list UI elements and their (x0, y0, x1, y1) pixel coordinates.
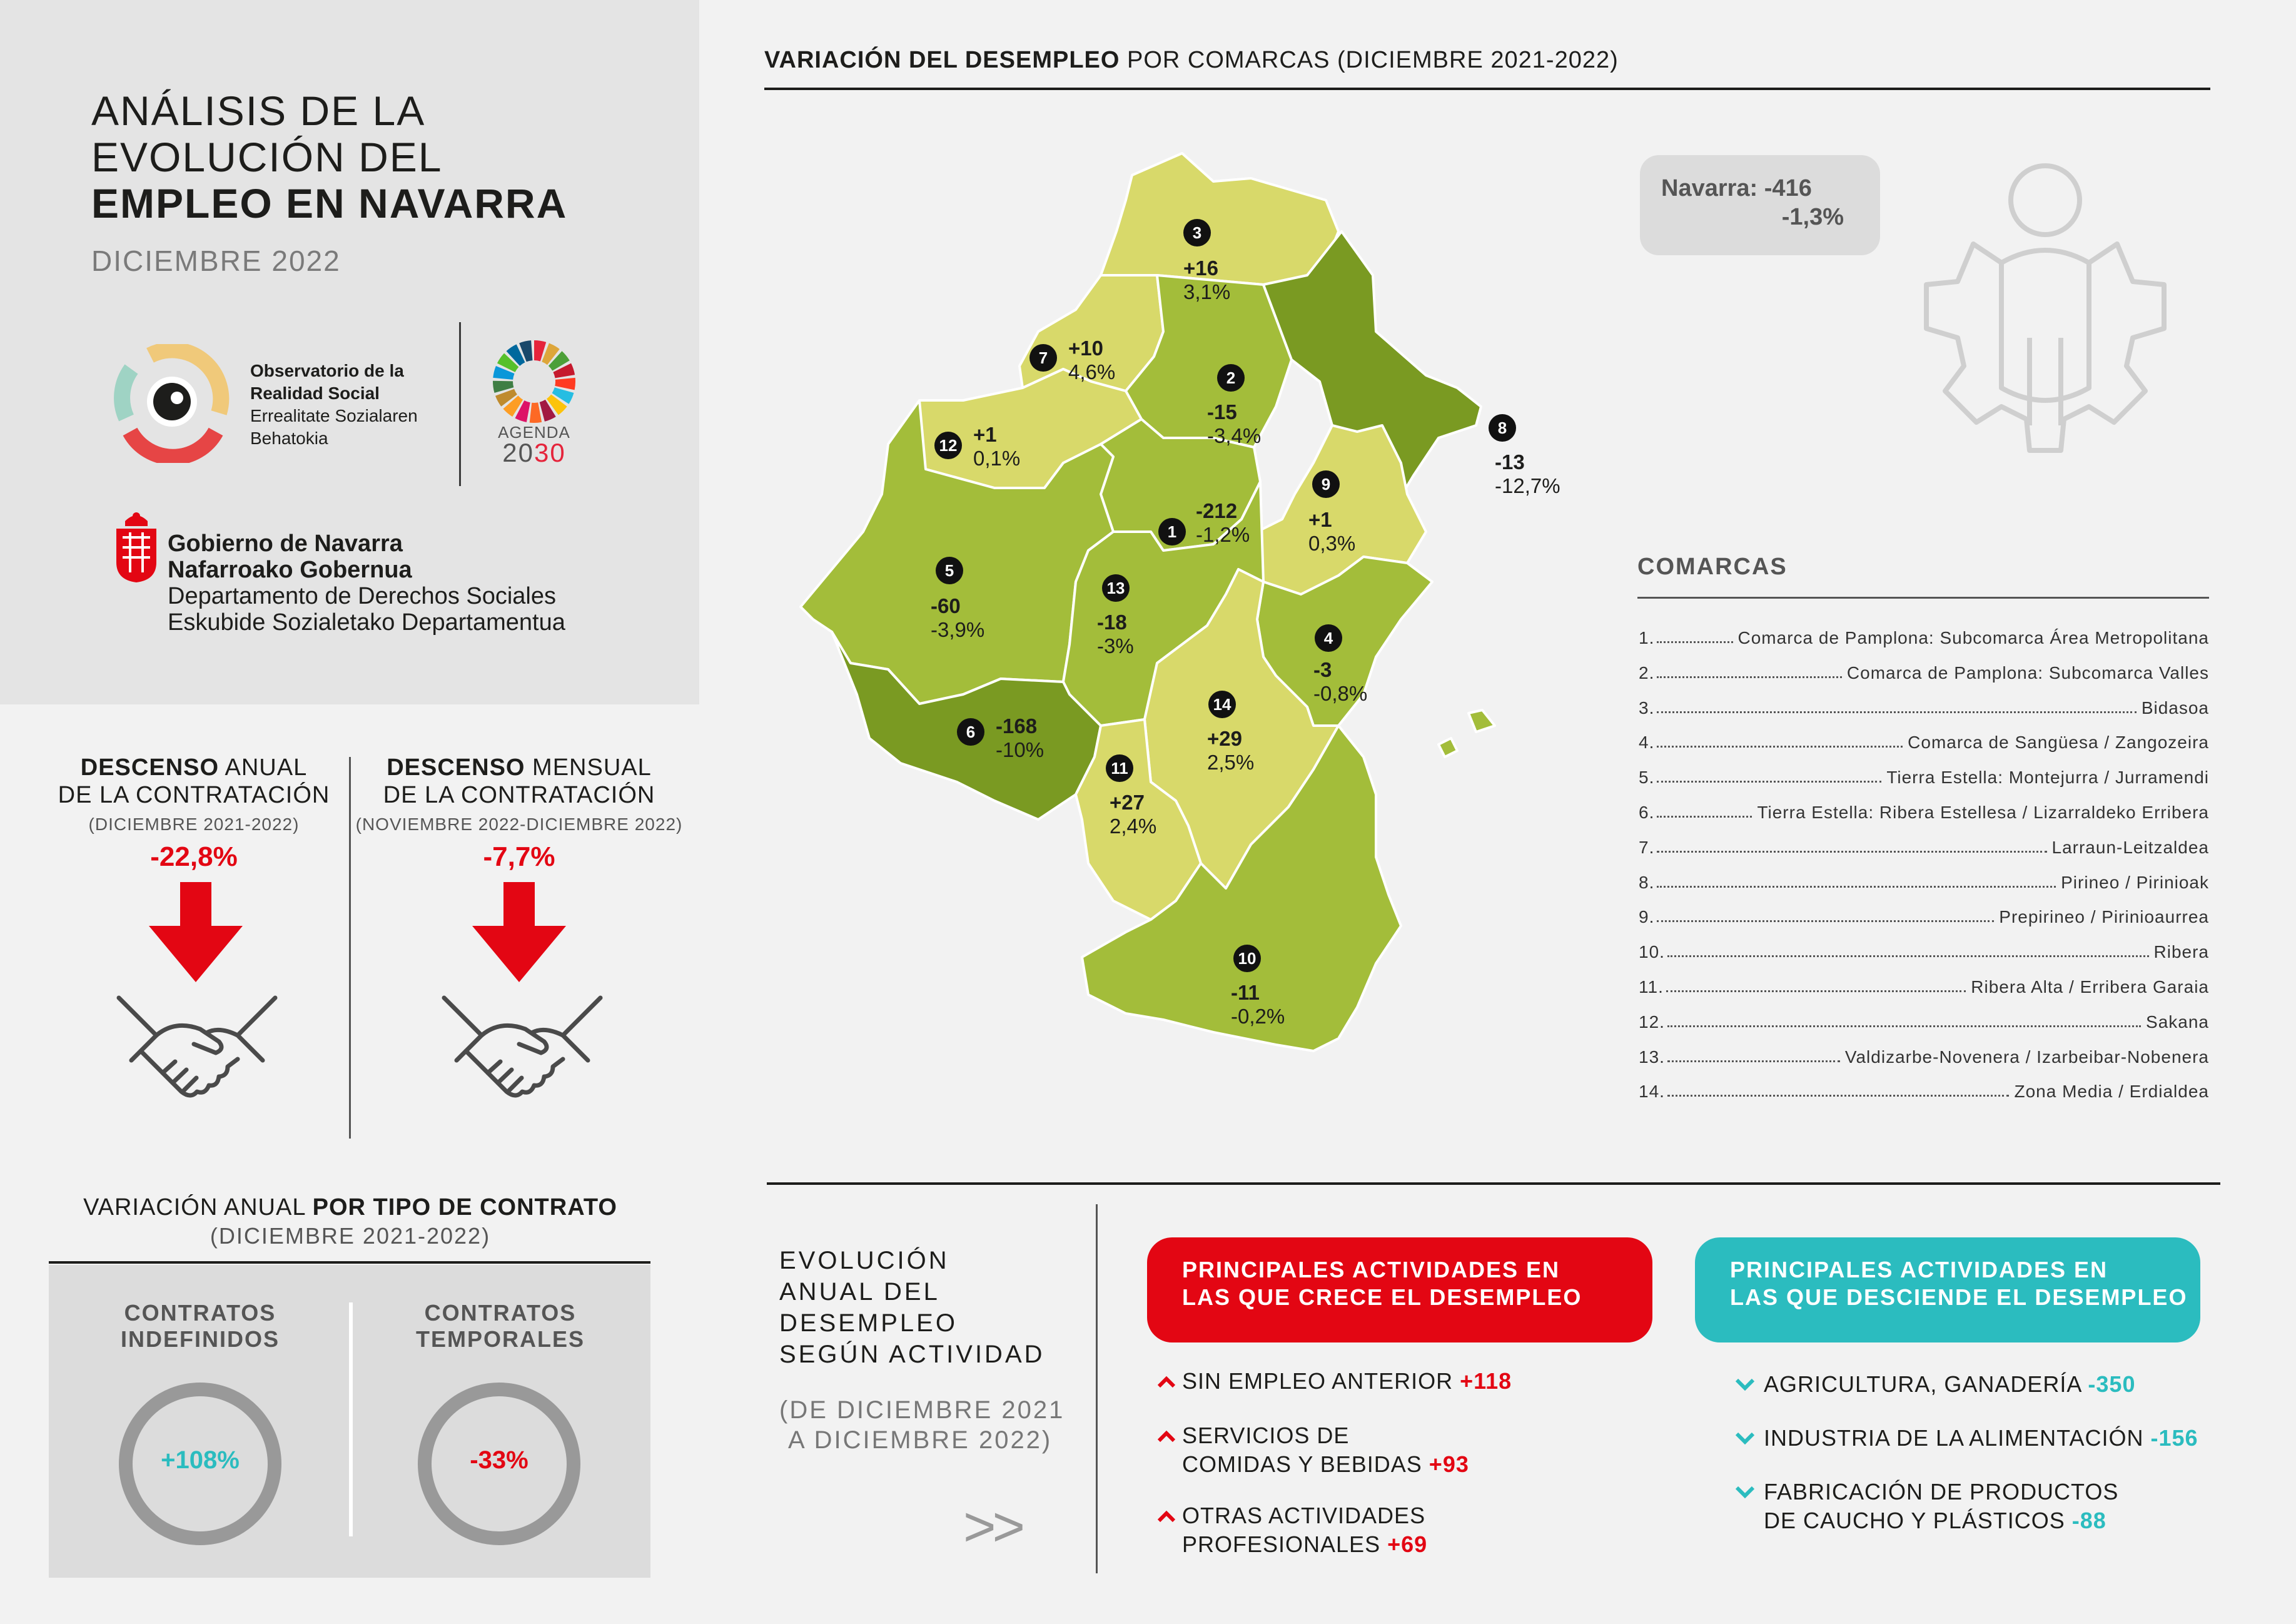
comarca-name: Ribera (2153, 942, 2209, 962)
region-6-pct: -10% (996, 738, 1044, 761)
contratos-heading (38, 1194, 663, 1221)
comarca-name: Valdizarbe-Novenera / Izarbeibar-Nobenera (1844, 1047, 2209, 1067)
region-1-abs: -212 (1196, 499, 1238, 522)
desciende-item-3-label1: FABRICACIÓN DE PRODUCTOS (1764, 1479, 2119, 1505)
indefinidos-value: +108% (161, 1446, 240, 1474)
comarca-name: Tierra Estella: Montejurra / Jurramendi (1886, 768, 2209, 788)
double-chevron-icon: >> (963, 1496, 1022, 1558)
chevron-down-icon (1735, 1485, 1755, 1499)
evolucion-title (779, 1245, 1045, 1370)
map-title-bold: VARIACIÓN DEL DESEMPLEO (764, 47, 1120, 73)
region-badge-4: 4 (1315, 624, 1342, 652)
crece-item-1-label: SIN EMPLEO ANTERIOR (1182, 1368, 1460, 1394)
comarca-row (1639, 838, 2209, 858)
crece-item-3-label1: OTRAS ACTIVIDADES (1182, 1503, 1426, 1528)
region-label-14 (1207, 727, 1254, 774)
region-label-9 (1308, 508, 1355, 556)
comarca-number: 13. (1639, 1047, 1665, 1067)
agenda-wheel-segment (555, 378, 575, 390)
region-label-5 (931, 594, 984, 642)
comarca-leader-dots (1666, 990, 1966, 992)
comarca-number: 9. (1639, 907, 1655, 927)
descenso-mensual-heading (357, 754, 682, 809)
crece-heading (1147, 1237, 1652, 1342)
comarca-row (1639, 1047, 2209, 1067)
comarca-number: 2. (1639, 662, 1655, 683)
comarca-leader-dots (1667, 1095, 2010, 1097)
comarca-number: 11. (1639, 977, 1664, 997)
region-badge-13: 13 (1102, 574, 1130, 602)
region-badge-8: 8 (1489, 414, 1516, 442)
crece-title-line1: PRINCIPALES ACTIVIDADES EN (1182, 1257, 1560, 1282)
contratos-title-bold: POR TIPO DE CONTRATO (312, 1194, 617, 1221)
contratos-rule (49, 1261, 650, 1264)
down-arrow-icon (466, 882, 572, 985)
comarca-row (1639, 733, 2209, 753)
comarca-row (1639, 768, 2209, 788)
comarca-leader-dots (1657, 886, 2056, 888)
comarcas-title: COMARCAS (1637, 554, 1788, 580)
comarca-name: Prepirineo / Pirinioaurrea (1999, 907, 2209, 927)
logo-divider (459, 322, 461, 486)
region-badge-10: 10 (1233, 945, 1261, 972)
agenda-year-b: 30 (534, 438, 566, 467)
desciende-item-3 (1764, 1478, 2118, 1535)
comarca-number: 5. (1639, 768, 1655, 788)
crece-item-2 (1182, 1421, 1469, 1479)
page-title (91, 88, 567, 226)
comarca-leader-dots (1657, 676, 1842, 678)
gob-line-4: Eskubide Sozialetako Departamentua (168, 609, 565, 636)
region-10-pct: -0,2% (1231, 1005, 1285, 1028)
comarca-name: Bidasoa (2141, 698, 2209, 718)
worker-gear-icon (1920, 150, 2170, 525)
descenso-anual-head-line2: DE LA CONTRATACIÓN (58, 782, 330, 808)
evolucion-line2: ANUAL DEL (779, 1278, 940, 1306)
region-label-2 (1207, 400, 1261, 448)
comarca-leader-dots (1657, 851, 2046, 853)
region-badge-7: 7 (1029, 344, 1057, 372)
region-7-abs: +10 (1068, 337, 1103, 360)
comarca-row (1639, 663, 2209, 683)
crece-item-1 (1182, 1367, 1512, 1396)
region-14-abs: +29 (1207, 727, 1242, 750)
comarca-row (1639, 1082, 2209, 1102)
comarca-leader-dots (1657, 746, 1903, 748)
comarca-leader-dots (1657, 816, 1752, 818)
chevron-up-icon (1157, 1510, 1176, 1523)
comarca-number: 6. (1639, 803, 1655, 822)
obs-line-3: Errealitate Sozialaren (250, 406, 418, 425)
region-label-10 (1231, 981, 1285, 1028)
comarca-name: Larraun-Leitzaldea (2051, 837, 2209, 857)
region-9-pct: 0,3% (1308, 532, 1356, 555)
region-11-abs: +27 (1110, 791, 1145, 814)
region-badge-3: 3 (1183, 219, 1211, 246)
crece-item-2-label2: COMIDAS Y BEBIDAS (1182, 1451, 1429, 1477)
desciende-item-2-value: -156 (2150, 1425, 2198, 1451)
region-label-4 (1313, 658, 1367, 706)
indef-label-line1: CONTRATOS (124, 1300, 276, 1326)
comarca-leader-dots (1657, 711, 2136, 713)
comarca-name: Zona Media / Erdialdea (2014, 1082, 2209, 1102)
comarca-row (1639, 907, 2209, 927)
indef-label-line2: INDEFINIDOS (120, 1326, 280, 1352)
gob-line-1: Gobierno de Navarra (168, 530, 403, 557)
region-label-12 (973, 423, 1020, 470)
comarca-number: 8. (1639, 872, 1655, 892)
comarca-leader-dots (1657, 920, 1994, 922)
crece-item-3-label2: PROFESIONALES (1182, 1531, 1388, 1557)
map-title-rest: POR COMARCAS (DICIEMBRE 2021-2022) (1120, 47, 1619, 73)
region-8-pct: -12,7% (1495, 474, 1560, 497)
region-label-1 (1196, 499, 1250, 547)
navarra-total-abs: Navarra: -416 (1661, 175, 1812, 201)
comarca-row (1639, 873, 2209, 893)
region-6-abs: -168 (996, 714, 1038, 738)
comarca-name: Tierra Estella: Ribera Estellesa / Lizarraldeko Erribera (1757, 803, 2209, 822)
descenso-mensual-period: (NOVIEMBRE 2022-DICIEMBRE 2022) (355, 815, 683, 834)
descenso-anual-heading (38, 754, 350, 809)
descenso-mensual-head-rest: MENSUAL (525, 754, 652, 781)
obs-line-2: Realidad Social (250, 383, 380, 403)
region-badge-9: 9 (1312, 470, 1340, 498)
desciende-item-2 (1764, 1424, 2198, 1453)
map-title (764, 47, 1619, 74)
bottom-section-rule (767, 1182, 2220, 1185)
navarra-total-box (1640, 155, 1880, 255)
handshake-icon (113, 992, 281, 1123)
comarca-number: 4. (1639, 733, 1655, 753)
observatorio-text (250, 360, 418, 450)
down-arrow-icon (143, 882, 249, 985)
region-13-pct: -3% (1097, 634, 1134, 657)
desciende-item-3-value: -88 (2071, 1508, 2106, 1533)
region-14-pct: 2,5% (1207, 751, 1255, 774)
region-label-8 (1495, 450, 1560, 498)
comarca-row (1639, 803, 2209, 823)
temp-label-line2: TEMPORALES (415, 1326, 585, 1352)
obs-line-1: Observatorio de la (250, 361, 404, 380)
comarca-number: 10. (1639, 942, 1665, 962)
desciende-item-1-label: AGRICULTURA, GANADERÍA (1764, 1371, 2088, 1397)
contratos-title-normal: VARIACIÓN ANUAL (83, 1194, 313, 1221)
contratos-divider (349, 1302, 353, 1536)
region-badge-14: 14 (1208, 691, 1236, 718)
comarca-row (1639, 977, 2209, 997)
crece-item-1-value: +118 (1460, 1368, 1512, 1394)
temporales-value: -33% (470, 1446, 528, 1474)
comarca-number: 12. (1639, 1012, 1665, 1032)
desciende-heading (1695, 1237, 2200, 1342)
comarca-number: 7. (1639, 837, 1655, 857)
comarca-number: 3. (1639, 698, 1655, 718)
region-1-pct: -1,2% (1196, 523, 1250, 546)
comarcas-rule (1637, 597, 2209, 599)
agenda-label: AGENDA (498, 423, 570, 442)
title-line-2: EVOLUCIÓN DEL (91, 134, 443, 180)
title-line-3: EMPLEO EN NAVARRA (91, 180, 568, 226)
comarca-row (1639, 1012, 2209, 1032)
comarca-leader-dots (1667, 955, 2149, 957)
descenso-anual-head-rest: ANUAL (219, 754, 308, 781)
evolucion-sub2: A DICIEMBRE 2022) (788, 1426, 1053, 1454)
comarca-row (1639, 698, 2209, 718)
map-title-rule (764, 88, 2210, 90)
agenda-year (490, 438, 578, 468)
region-badge-11: 11 (1106, 754, 1133, 782)
evolucion-line1: EVOLUCIÓN (779, 1247, 949, 1274)
descenso-mensual-head-line2: DE LA CONTRATACIÓN (383, 782, 655, 808)
region-5-abs: -60 (931, 594, 961, 617)
evolucion-line3: DESEMPLEO (779, 1309, 958, 1337)
comarca-name: Ribera Alta / Erribera Garaia (1971, 977, 2209, 997)
comarca-name: Pirineo / Pirinioak (2061, 872, 2209, 892)
enclave-island (1469, 710, 1495, 732)
comarca-number: 1. (1639, 628, 1655, 647)
navarra-total-pct: -1,3% (1781, 204, 1844, 230)
region-badge-2: 2 (1217, 364, 1245, 392)
comarca-leader-dots (1667, 1060, 1840, 1062)
region-2-abs: -15 (1207, 400, 1237, 424)
comarca-row (1639, 942, 2209, 962)
region-9-abs: +1 (1308, 508, 1332, 531)
obs-line-4: Behatokia (250, 429, 328, 448)
comarca-number: 14. (1639, 1082, 1665, 1102)
region-badge-1: 1 (1158, 518, 1186, 546)
desciende-item-3-label2: DE CAUCHO Y PLÁSTICOS (1764, 1508, 2072, 1533)
comarca-leader-dots (1667, 1025, 2141, 1027)
chevron-down-icon (1735, 1378, 1755, 1391)
region-badge-6: 6 (957, 718, 984, 746)
descenso-anual-period: (DICIEMBRE 2021-2022) (88, 815, 300, 834)
page-subtitle: DICIEMBRE 2022 (91, 245, 341, 277)
comarca-name: Comarca de Pamplona: Subcomarca Área Metropolitana (1737, 628, 2209, 647)
gobierno-navarra-shield-icon (114, 510, 159, 585)
desciende-item-1-value: -350 (2088, 1371, 2136, 1397)
contratos-period: (DICIEMBRE 2021-2022) (210, 1223, 491, 1249)
title-line-1: ANÁLISIS DE LA (91, 88, 426, 134)
region-label-11 (1110, 791, 1156, 838)
evolucion-line4: SEGÚN ACTIVIDAD (779, 1341, 1045, 1368)
region-10-abs: -11 (1231, 981, 1260, 1004)
comarca-name: Comarca de Pamplona: Subcomarca Valles (1846, 662, 2209, 683)
descenso-anual-value: -22,8% (150, 841, 238, 872)
region-badge-5: 5 (936, 557, 963, 584)
gobierno-text (168, 530, 565, 636)
desciende-title-line2: LAS QUE DESCIENDE EL DESEMPLEO (1730, 1284, 2188, 1310)
region-13-abs: -18 (1097, 611, 1127, 634)
region-badge-12: 12 (934, 432, 962, 459)
descenso-mensual-head-bold: DESCENSO (387, 754, 525, 781)
region-label-7 (1068, 337, 1115, 384)
region-11-pct: 2,4% (1110, 815, 1157, 838)
chevron-up-icon (1157, 1430, 1176, 1443)
desciende-item-1 (1764, 1370, 2135, 1399)
comarca-leader-dots (1657, 641, 1732, 643)
handshake-icon (438, 992, 607, 1123)
region-12-pct: 0,1% (973, 447, 1021, 470)
agenda-year-a: 20 (502, 438, 534, 467)
crece-item-2-value: +93 (1429, 1451, 1469, 1477)
evolucion-divider (1096, 1204, 1098, 1573)
crece-item-3 (1182, 1501, 1427, 1559)
comarca-row (1639, 628, 2209, 648)
crece-title-line2: LAS QUE CRECE EL DESEMPLEO (1182, 1284, 1582, 1310)
crece-item-3-value: +69 (1387, 1531, 1428, 1557)
chevron-down-icon (1735, 1431, 1755, 1445)
descenso-anual-head-bold: DESCENSO (80, 754, 220, 781)
comarca-name: Comarca de Sangüesa / Zangozeira (1908, 733, 2209, 753)
region-label-6 (996, 714, 1044, 762)
temp-label-line1: CONTRATOS (424, 1300, 577, 1326)
region-12-abs: +1 (973, 423, 997, 446)
region-4-pct: -0,8% (1313, 682, 1368, 705)
gob-line-3: Departamento de Derechos Sociales (168, 583, 557, 609)
observatorio-logo-icon (113, 344, 231, 463)
region-3-pct: 3,1% (1183, 280, 1231, 303)
region-7-pct: 4,6% (1068, 360, 1116, 383)
region-8-abs: -13 (1495, 450, 1525, 474)
desciende-item-2-label: INDUSTRIA DE LA ALIMENTACIÓN (1764, 1425, 2151, 1451)
crece-item-2-label1: SERVICIOS DE (1182, 1423, 1350, 1448)
desciende-title-line1: PRINCIPALES ACTIVIDADES EN (1730, 1257, 2108, 1282)
chevron-up-icon (1157, 1376, 1176, 1388)
region-5-pct: -3,9% (931, 618, 985, 641)
region-2-pct: -3,4% (1207, 424, 1262, 447)
comarca-name: Sakana (2146, 1012, 2209, 1032)
region-label-13 (1097, 611, 1134, 658)
gob-line-2: Nafarroako Gobernua (168, 557, 412, 583)
region-4-abs: -3 (1313, 658, 1332, 681)
comarca-leader-dots (1657, 781, 1881, 783)
evolucion-sub1: (DE DICIEMBRE 2021 (779, 1396, 1065, 1424)
descenso-mensual-value: -7,7% (483, 841, 555, 872)
indefinidos-label (63, 1300, 338, 1352)
region-3-abs: +16 (1183, 256, 1218, 280)
enclave-island (1439, 738, 1457, 757)
temporales-label (363, 1300, 638, 1352)
agenda-2030-wheel-icon (490, 338, 578, 425)
agenda-wheel-segment (530, 402, 542, 423)
region-label-3 (1183, 256, 1230, 304)
evolucion-period (779, 1395, 1065, 1455)
